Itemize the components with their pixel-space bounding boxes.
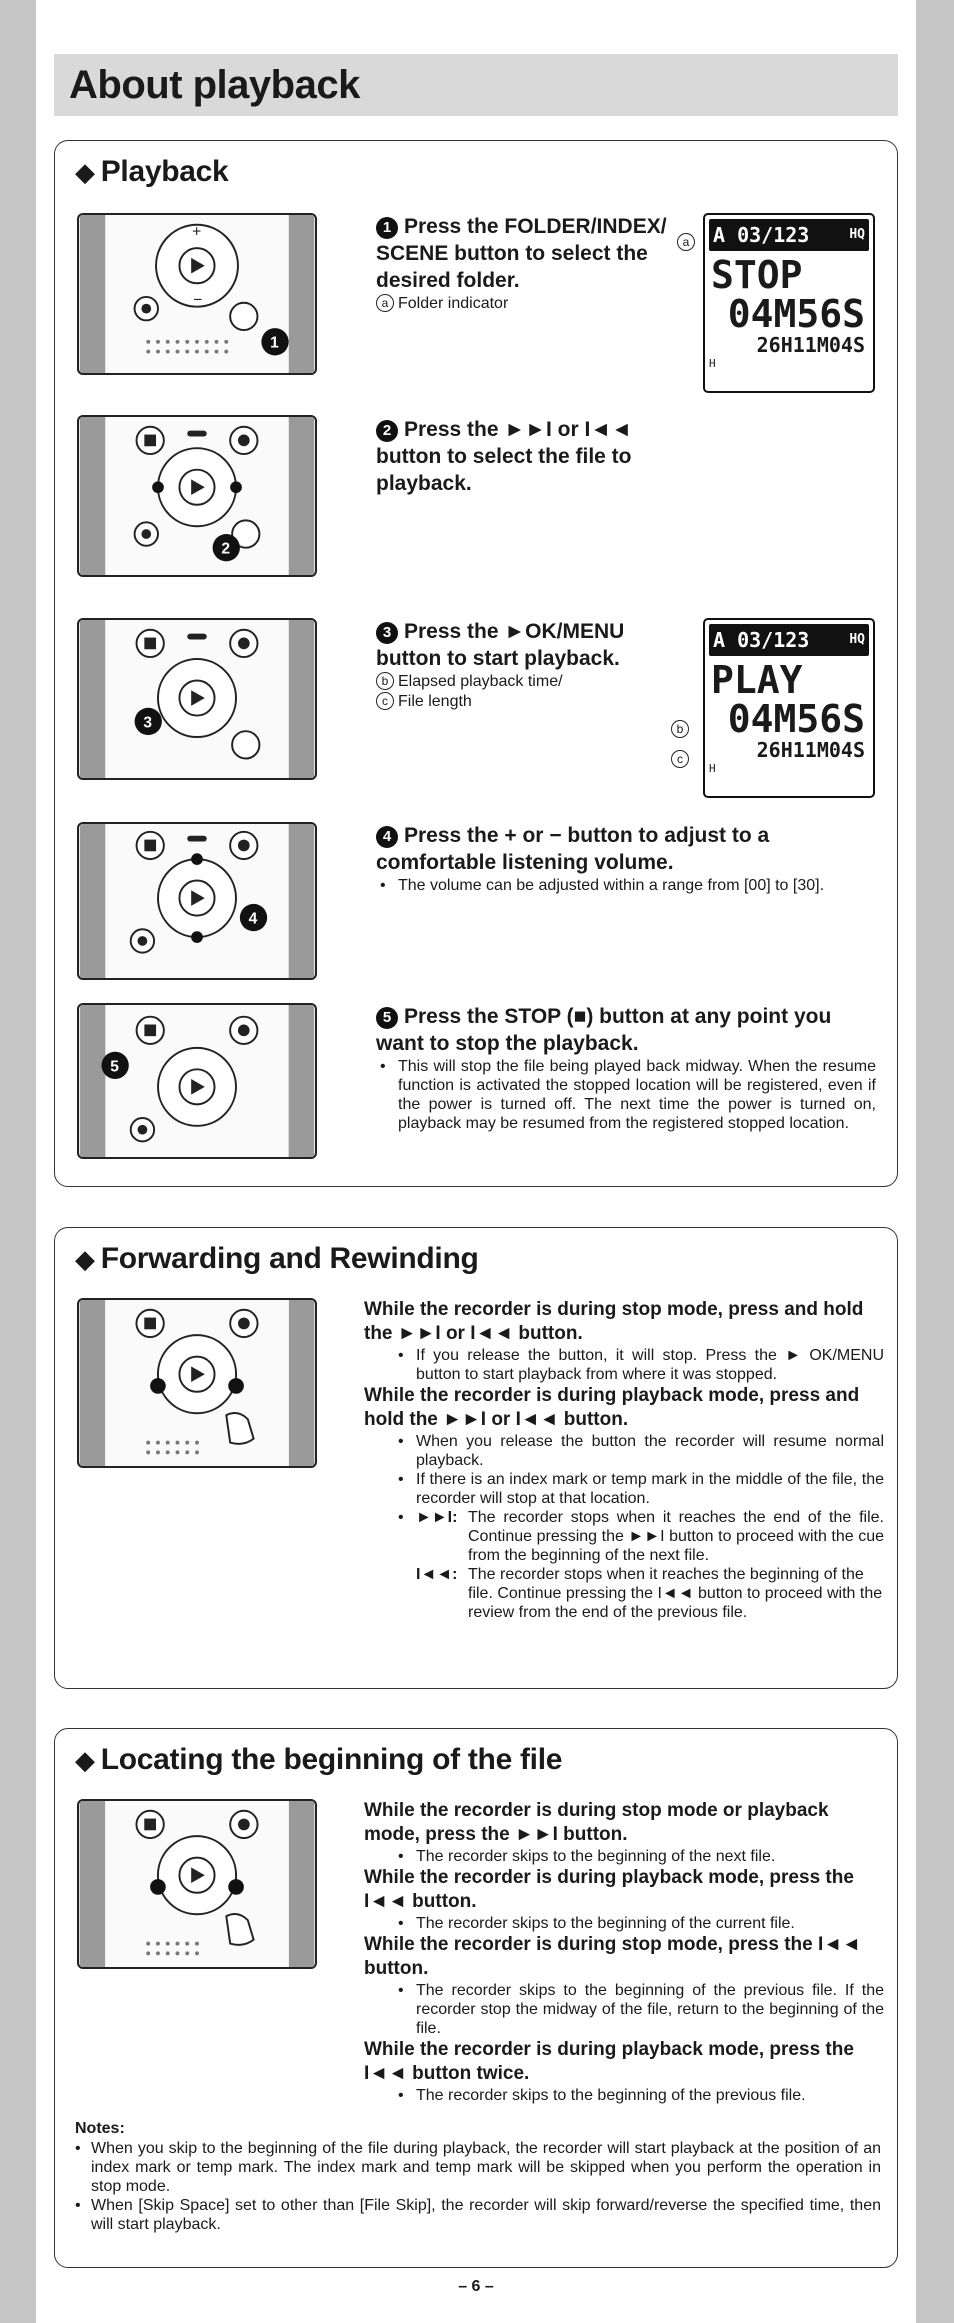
lcd-length: 26H11M04S xyxy=(756,738,865,762)
svg-text:1: 1 xyxy=(270,334,279,352)
callout-b: b xyxy=(671,720,689,738)
playback-heading-text: Playback xyxy=(100,155,229,188)
locating-text: While the recorder is during stop mode or playback mode, press the ►►I button. • The recorder skips to the beginning of the next file. While the recorder is during playback mode, press the I◄◄ button. • The recorder skips to the beginning of the current file. While the recorder is during stop mode, press the I◄◄ button. • The recorder skips to the beginning of the previous file. If the recorder stop the midway of the file, return to the beginning of the file. While the recorder is during playback mode, press the I◄◄ button twice. • The recorder skips to the beginning of the previous file. xyxy=(364,1799,884,2105)
device-illustration-play xyxy=(77,618,317,780)
lcd-stop-display: A 03/123 HQ STOP 04M56S 26H11M04S H xyxy=(703,213,875,393)
device-illustration-locate xyxy=(77,1799,317,1969)
page-title: About playback xyxy=(54,54,898,116)
svg-text:2: 2 xyxy=(221,540,231,558)
svg-text:3: 3 xyxy=(143,714,153,732)
mic-icon: H xyxy=(709,357,716,370)
lcd-mode: STOP xyxy=(711,253,803,297)
step-2-text: 2 Press the ►►I or I◄◄ button to select the file to playback. xyxy=(376,418,632,495)
svg-text:−: − xyxy=(193,291,203,309)
notes: Notes: • When you skip to the beginning of the file during playback, the recorder will start playback at the position of an index mark or temp mark. The index mark and temp mark will be skipped when you perform the operation in stop mode. • When [Skip Space] set to other than [File Skip], the recorder will skip forward/reverse the specified time, then will start playback. xyxy=(75,2119,881,2234)
step-3: 3 Press the ►OK/MENU button to start playback. b Elapsed playback time/ c File length xyxy=(376,618,676,712)
step-3-text: 3 Press the ►OK/MENU button to start playback. xyxy=(376,620,625,670)
lcd-time: 04M56S xyxy=(727,697,865,741)
step-1 xyxy=(376,213,676,314)
diamond-icon: ◆ xyxy=(75,1745,95,1775)
lcd-play-display: A 03/123 HQ PLAY 04M56S 26H11M04S H xyxy=(703,618,875,798)
step-4-text: 4 Press the + or − button to adjust to a comfortable listening volume. xyxy=(376,824,770,874)
step-5 xyxy=(376,1003,876,1133)
playback-heading xyxy=(75,155,228,189)
diamond-icon: ◆ xyxy=(75,1244,95,1274)
diamond-icon: ◆ xyxy=(75,157,95,187)
forwarding-heading: ◆ Forwarding and Rewinding xyxy=(75,1242,479,1275)
svg-text:4: 4 xyxy=(248,910,258,928)
forwarding-text: While the recorder is during stop mode, press and hold the ►►I or I◄◄ button. • If you release the button, it will stop. Press the ► OK/MENU button to start playback from where it was stopped. While the recorder is during playback mode, press and hold the ►►I or I◄◄ button. • When you release the button the recorder will resume normal playback. • If there is an index mark or temp mark in the middle of the file, the recorder will stop at that location. • ►►I: The recorder stops when it reaches the end of the file. Continue pressing the ►►I button to proceed with the cue from the beginning of the next file. I◄◄: The recorder stops when it reaches the beginning of the file. Continue pressing the I◄◄ button to proceed with the review from the end of the previous file. xyxy=(364,1298,884,1622)
step-2 xyxy=(376,416,676,497)
playback-panel xyxy=(54,140,898,1187)
device-illustration-skip xyxy=(77,415,317,577)
lcd-length: 26H11M04S xyxy=(756,333,865,357)
callout-a: a xyxy=(677,233,695,251)
locating-heading: ◆ Locating the beginning of the file xyxy=(75,1743,563,1776)
device-illustration-stop xyxy=(77,1003,317,1159)
callout-c: c xyxy=(671,750,689,768)
step-number: 1 xyxy=(376,217,398,239)
step-4 xyxy=(376,822,886,895)
mic-icon: H xyxy=(709,762,716,775)
step-1-text: 1 Press the FOLDER/INDEX/ SCENE button to select the desired folder. xyxy=(376,215,667,292)
device-illustration-forward xyxy=(77,1298,317,1468)
locating-panel xyxy=(54,1728,898,2268)
lcd-time: 04M56S xyxy=(727,292,865,336)
step-5-text: 5 Press the STOP (■) button at any point you want to stop the playback. xyxy=(376,1005,832,1055)
page-number: – 6 – xyxy=(458,2278,494,2295)
step-4-bullet: • The volume can be adjusted within a range from [00] to [30]. xyxy=(376,876,886,895)
step-1-note: a Folder indicator xyxy=(376,294,676,314)
device-illustration-volume xyxy=(77,822,317,980)
manual-page xyxy=(36,0,916,2323)
step-5-bullet: • This will stop the file being played back midway. When the resume function is activated the stopped location will be registered, even if the power is turned off. The next time the power is turned on, playback may be resumed from the registered stopped location. xyxy=(376,1057,876,1133)
forwarding-panel xyxy=(54,1227,898,1689)
svg-text:5: 5 xyxy=(110,1058,119,1076)
lcd-mode: PLAY xyxy=(711,658,803,702)
svg-text:+: + xyxy=(192,223,202,241)
device-illustration-folder xyxy=(77,213,317,375)
